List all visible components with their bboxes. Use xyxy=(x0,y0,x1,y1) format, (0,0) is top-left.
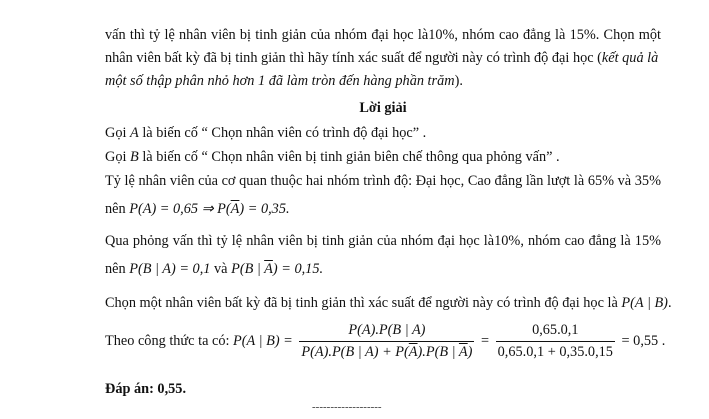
den-part-1: P(A).P(B | A) + P( xyxy=(301,344,409,360)
bayes-numerator: P(A).P(B | A) xyxy=(299,322,474,342)
interview-ratio-line: Qua phỏng vấn thì tỷ lệ nhân viên bị tinh giản của nhóm đại học là10%, nhóm cao đẳng là 15% xyxy=(105,233,661,249)
den-abar-2: $\overline{A}$ xyxy=(458,344,468,360)
event-b-symbol: B xyxy=(130,149,139,165)
problem-line-3-italic: một số thập phân nhỏ hơn 1 đã làm tròn đến hàng phần trăm xyxy=(105,73,455,89)
problem-line-2-text: nhân viên bất kỳ đã bị tinh giản thì hãy tính xác suất để người này có trình độ đại học ( xyxy=(105,50,602,66)
define-a-prefix: Gọi xyxy=(105,125,131,141)
conditional-prefix: nên xyxy=(105,261,130,277)
choose-end: . xyxy=(667,295,672,311)
formula-intro: Theo công thức ta có: xyxy=(105,333,234,349)
bayes-denominator xyxy=(299,342,474,361)
conditional-prob-line xyxy=(105,260,323,278)
define-b-text: là biến cố “ Chọn nhân viên bị tinh giản biên chế thông qua phỏng vấn” . xyxy=(138,149,560,165)
numeric-denominator: 0,65.0,1 + 0,35.0,15 xyxy=(497,344,613,360)
choose-line xyxy=(105,294,672,312)
prob-a-complement-value: ) = 0,35. xyxy=(239,201,290,217)
formula-lhs: P(A | B) = xyxy=(233,333,293,349)
problem-line-3-end: ). xyxy=(454,73,463,89)
separator: ------------------- xyxy=(312,401,382,413)
define-event-b xyxy=(105,148,560,166)
prob-a-prefix: nên xyxy=(105,201,130,217)
problem-line-2-italic: kết quả là xyxy=(601,50,659,66)
conjunction-and: và xyxy=(210,261,232,277)
ratio-line: Tỷ lệ nhân viên của cơ quan thuộc hai nhóm trình độ: Đại học, Cao đẳng lần lượt là 65% và 35% xyxy=(105,173,661,189)
problem-line-3 xyxy=(105,72,463,90)
a-complement-symbol: $\overline{A}$ xyxy=(230,201,240,217)
prob-b-given-abar-end: ) = 0,15. xyxy=(272,261,324,277)
answer-line: Đáp án: 0,55. xyxy=(105,381,187,397)
prob-b-given-a: P(B | A) = 0,1 xyxy=(129,261,211,277)
problem-line-2 xyxy=(105,49,658,67)
define-event-a xyxy=(105,124,426,142)
prob-b-given-abar-start: P(B | xyxy=(231,261,265,277)
prob-a-formula: P(A) = 0,65 ⇒ P( xyxy=(129,201,231,217)
prob-a-line xyxy=(105,200,290,218)
problem-line-1: vấn thì tỷ lệ nhân viên bị tinh giản của nhóm đại học là10%, nhóm cao đẳng là 15%. Chọn một xyxy=(105,27,661,43)
solution-heading: Lời giải xyxy=(359,100,407,116)
bayes-formula-line xyxy=(105,322,665,361)
den-part-3: ) xyxy=(467,344,473,360)
bayes-fraction xyxy=(299,322,474,361)
numeric-fraction xyxy=(496,322,615,361)
prob-a-given-b: P(A | B) xyxy=(621,295,668,311)
formula-equals: = xyxy=(481,333,490,349)
define-b-prefix: Gọi xyxy=(105,149,131,165)
formula-result: = 0,55 . xyxy=(621,333,666,349)
den-abar-1: $\overline{A}$ xyxy=(408,344,418,360)
define-a-text: là biến cố “ Chọn nhân viên có trình độ đại học” . xyxy=(138,125,427,141)
event-a-symbol: A xyxy=(130,125,139,141)
den-part-2: ).P(B | xyxy=(417,344,459,360)
a-complement-symbol-2: $\overline{A}$ xyxy=(264,261,273,277)
numeric-numerator: 0,65.0,1 xyxy=(496,322,615,342)
choose-text: Chọn một nhân viên bất kỳ đã bị tinh giản thì xác suất để người này có trình độ đại học là xyxy=(105,295,622,311)
